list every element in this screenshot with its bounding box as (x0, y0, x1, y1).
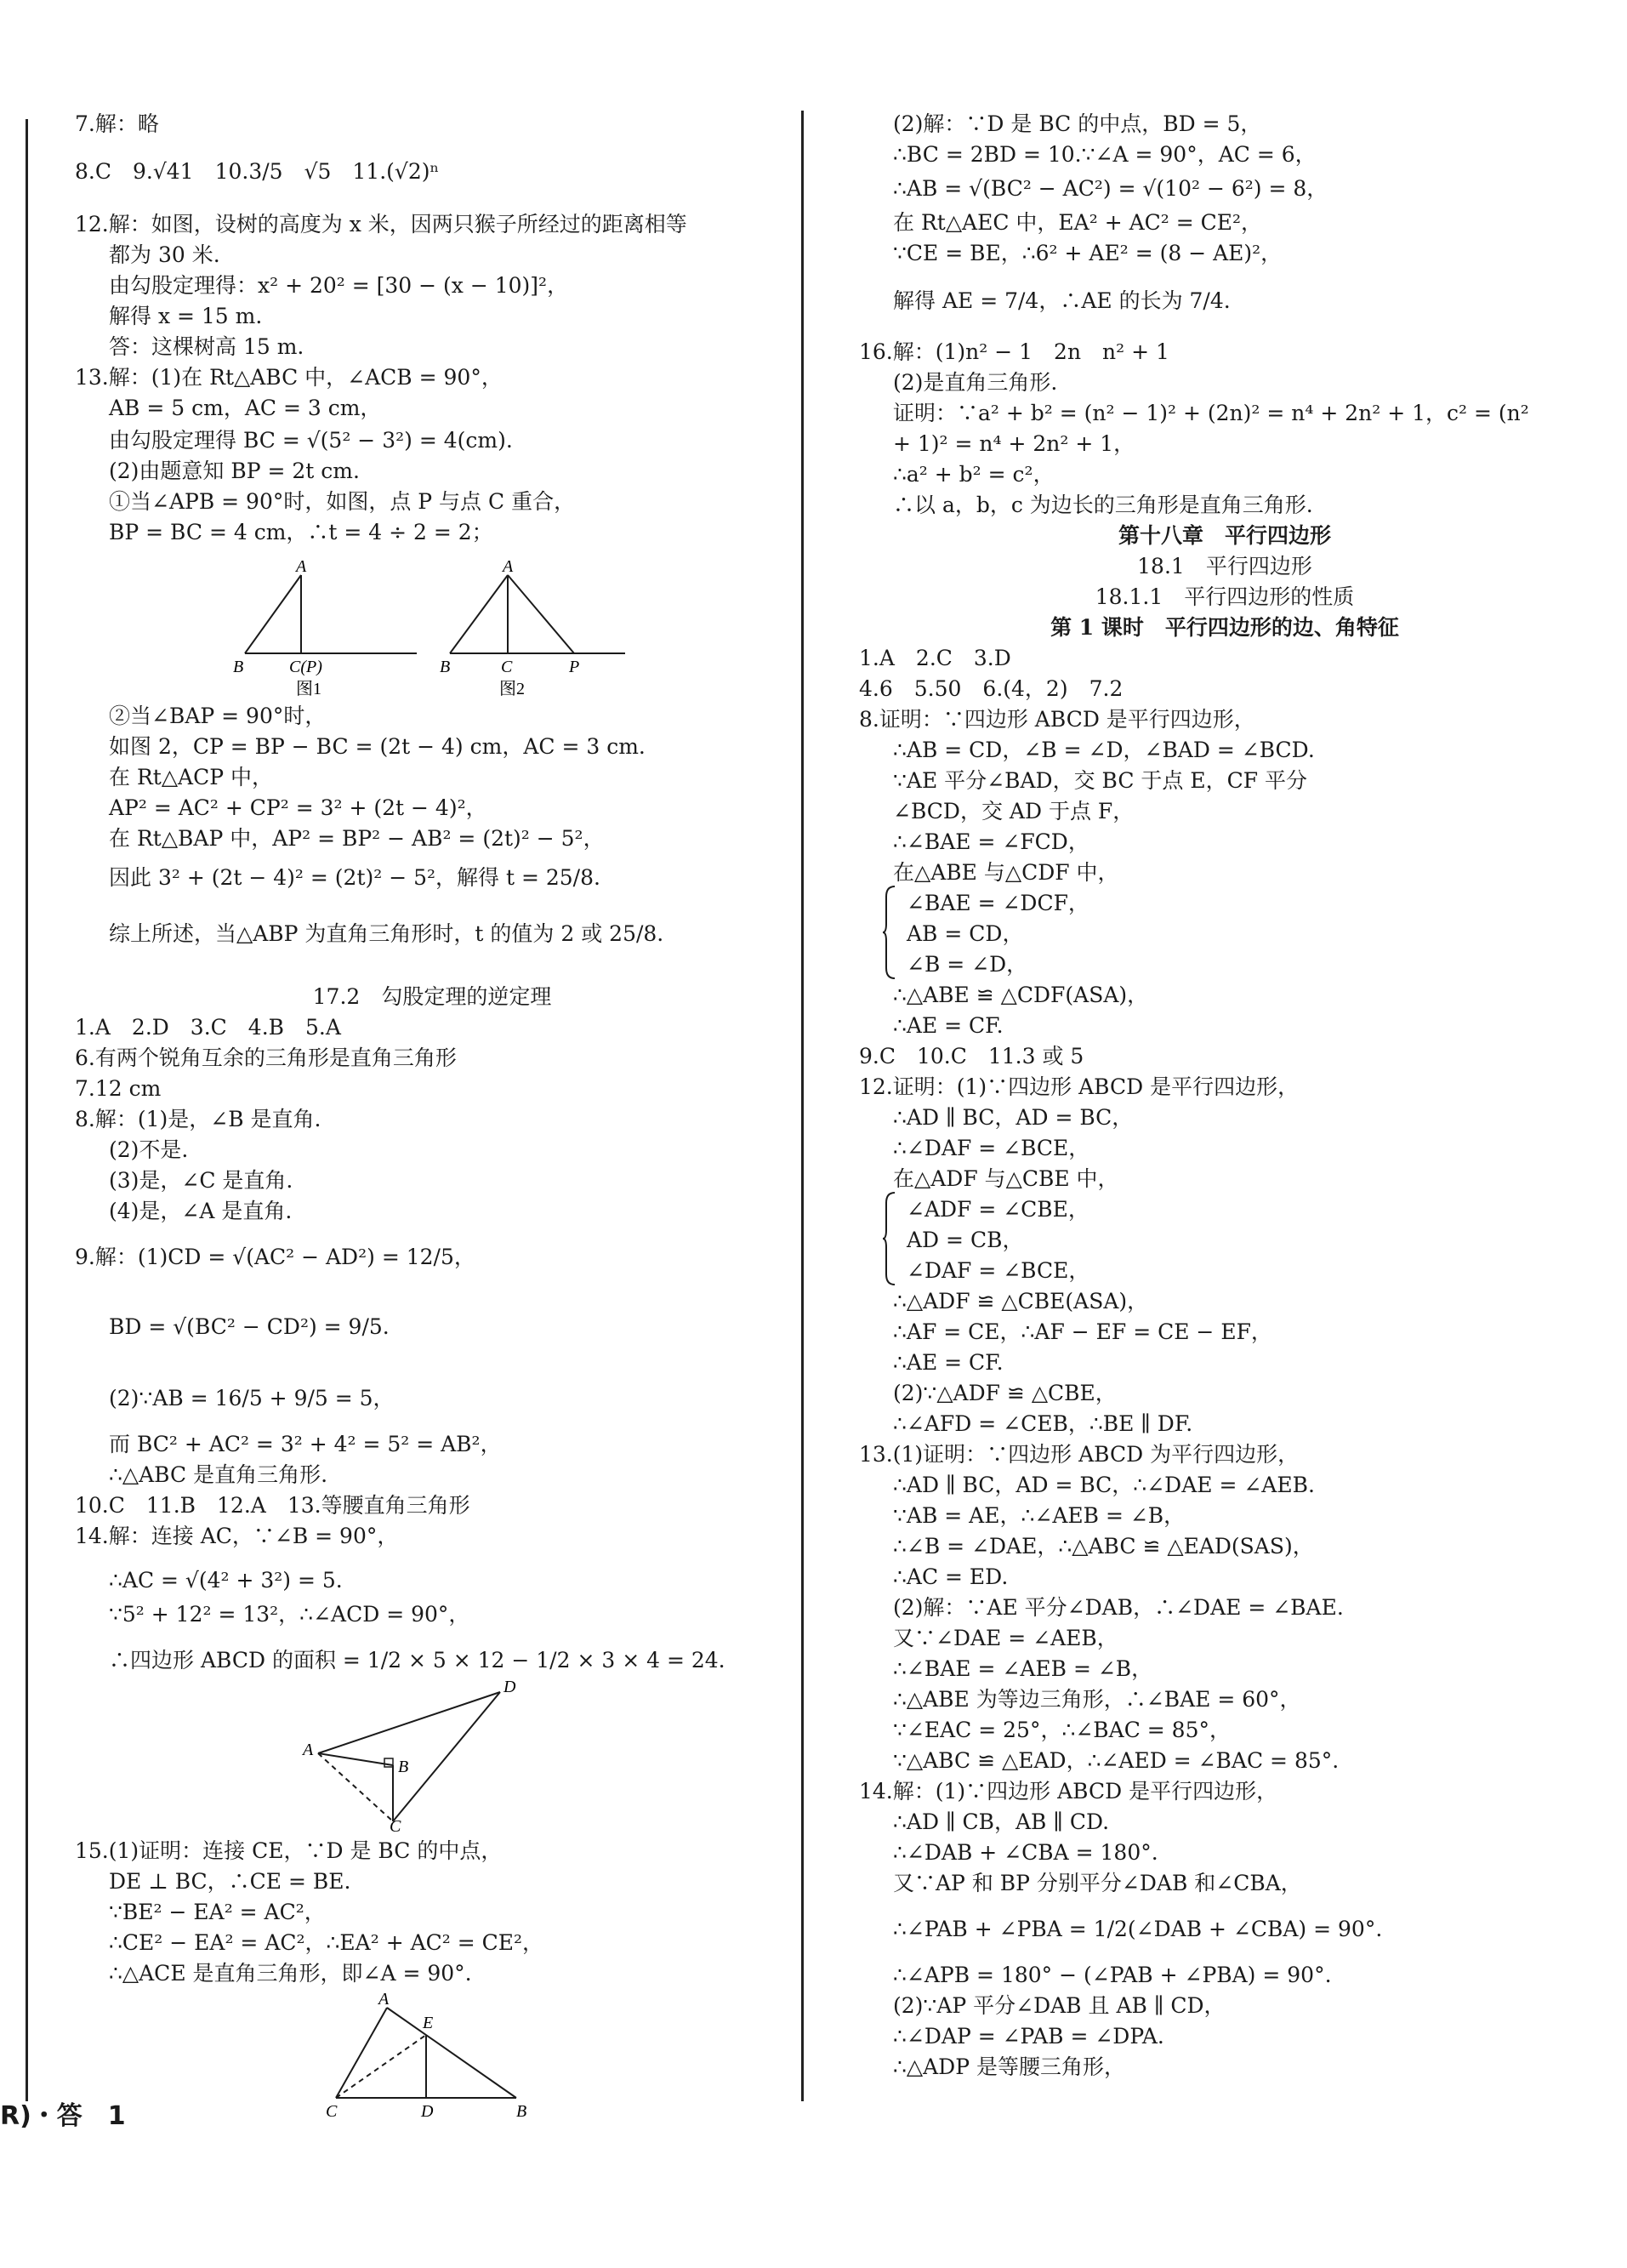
text-line: 综上所述，当△ABP 为直角三角形时，t 的值为 2 或 25/8. (109, 921, 664, 946)
text-line: AB = 5 cm，AC = 3 cm， (109, 396, 382, 420)
text-line: 在 Rt△AEC 中，EA² + AC² = CE²， (893, 210, 1263, 235)
text-line: 都为 30 米. (109, 242, 220, 267)
text-line: (2)∵AB = 16/5 + 9/5 = 5， (109, 1386, 395, 1410)
text-line: ∴AE = CF. (893, 1350, 1004, 1375)
text-line: ②当∠BAP = 90°时， (109, 704, 327, 728)
text-line: 18.1 平行四边形 (1137, 554, 1312, 578)
text-line: 8.证明：∵四边形 ABCD 是平行四边形， (859, 707, 1255, 732)
text-line: 9.C 10.C 11.3 或 5 (859, 1044, 1084, 1068)
text-line: ∴∠DAP = ∠PAB = ∠DPA. (893, 2024, 1164, 2049)
text-line: 8.C 9.√41 10.3/5 √5 11.(√2)ⁿ (75, 159, 440, 184)
fig2-label-b: B (440, 658, 451, 676)
text-line: ∴AC = ED. (893, 1564, 1009, 1589)
text-line: 由勾股定理得 BC = √(5² − 3²) = 4(cm). (109, 428, 513, 453)
text-line: 在 Rt△ACP 中， (109, 765, 273, 789)
text-line: (2)∵△ADF ≌ △CBE， (893, 1381, 1117, 1405)
text-line: ∠B = ∠D， (907, 952, 1028, 977)
text-line: 1.A 2.D 3.C 4.B 5.A (75, 1015, 341, 1040)
text-line: 17.2 勾股定理的逆定理 (312, 984, 552, 1009)
fig15-label-d: D (421, 2102, 434, 2120)
text-line: ∴△ABE ≌ △CDF(ASA)， (893, 983, 1149, 1007)
text-line: 12.证明：(1)∵四边形 ABCD 是平行四边形， (859, 1074, 1300, 1099)
text-line: ∴以 a，b，c 为边长的三角形是直角三角形. (893, 493, 1313, 517)
text-line: ∵∠EAC = 25°，∴∠BAC = 85°， (893, 1718, 1231, 1742)
fig15-label-a: A (378, 1991, 390, 2009)
text-line: 16.解：(1)n² − 1 2n n² + 1 (859, 339, 1169, 364)
fig1-label-b: B (233, 658, 244, 676)
text-line: ∴△ABE 为等边三角形，∴∠BAE = 60°， (893, 1687, 1301, 1712)
text-line: DE ⊥ BC，∴CE = BE. (109, 1869, 351, 1894)
text-line: ∵5² + 12² = 13²，∴∠ACD = 90°， (109, 1602, 470, 1627)
text-line: ∴∠DAB + ∠CBA = 180°. (893, 1840, 1158, 1865)
fig1-label-c: C(P) (289, 658, 322, 676)
text-line: ∵AB = AE，∴∠AEB = ∠B， (893, 1503, 1186, 1528)
system-brace-8 (883, 885, 896, 985)
fig15-label-e: E (423, 2014, 434, 2032)
text-line: ∴CE² − EA² = AC²，∴EA² + AC² = CE²， (109, 1930, 544, 1955)
text-line: ∴∠APB = 180° − (∠PAB + ∠PBA) = 90°. (893, 1963, 1332, 1987)
text-line: 13.(1)证明：∵四边形 ABCD 为平行四边形， (859, 1442, 1300, 1467)
text-line: ∴AB = √(BC² − AC²) = √(10² − 6²) = 8， (893, 176, 1328, 201)
text-line: 7.12 cm (75, 1076, 162, 1101)
text-line: (2)由题意知 BP = 2t cm. (109, 459, 360, 483)
text-line: ∠ADF = ∠CBE， (907, 1197, 1089, 1222)
text-line: (3)是，∠C 是直角. (109, 1168, 293, 1193)
figure-1 (230, 560, 434, 704)
text-line: 7.解：略 (75, 111, 159, 136)
text-line: (4)是，∠A 是直角. (109, 1199, 293, 1223)
text-line: ∴∠AFD = ∠CEB，∴BE ∥ DF. (893, 1411, 1193, 1436)
text-line: AB = CD， (907, 921, 1024, 946)
text-line: 在 Rt△BAP 中，AP² = BP² − AB² = (2t)² − 5²， (109, 826, 605, 851)
text-line: ∴AD ∥ CB，AB ∥ CD. (893, 1809, 1110, 1834)
text-line: ∵△ABC ≌ △EAD，∴∠AED = ∠BAC = 85°. (893, 1748, 1340, 1773)
text-line: ∴△ADP 是等腰三角形， (893, 2054, 1125, 2079)
figure-15 (319, 1991, 540, 2120)
text-line: 由勾股定理得：x² + 20² = [30 − (x − 10)]²， (109, 273, 569, 298)
text-line: 第十八章 平行四边形 (1118, 523, 1331, 548)
text-line: ∴∠B = ∠DAE，∴△ABC ≌ △EAD(SAS)， (893, 1534, 1314, 1559)
text-line: 13.解：(1)在 Rt△ABC 中，∠ACB = 90°， (75, 365, 503, 390)
fig2-caption: 图2 (499, 680, 525, 698)
text-line: ∴∠BAE = ∠FCD， (893, 829, 1089, 854)
fig2-label-c: C (501, 658, 513, 676)
text-line: ∴AD ∥ BC，AD = BC， (893, 1105, 1134, 1130)
text-line: ∴∠BAE = ∠AEB = ∠B， (893, 1656, 1153, 1681)
text-line: BP = BC = 4 cm，∴t = 4 ÷ 2 = 2； (109, 520, 493, 544)
text-line: 4.6 5.50 6.(4，2) 7.2 (859, 676, 1124, 701)
fig2-label-p: P (569, 658, 580, 676)
text-line: 1.A 2.C 3.D (859, 646, 1011, 670)
fig2-label-a: A (503, 560, 514, 576)
text-line: ∴△ACE 是直角三角形，即∠A = 90°. (109, 1961, 472, 1986)
text-line: ∴AB = CD，∠B = ∠D，∠BAD = ∠BCD. (893, 738, 1315, 762)
text-line: 在△ABE 与△CDF 中， (893, 860, 1119, 885)
fig14-label-c: C (390, 1817, 401, 1833)
text-line: ∵BE² − EA² = AC²， (109, 1900, 326, 1924)
text-line: 解得 AE = 7/4，∴AE 的长为 7/4. (893, 288, 1231, 313)
text-line: AP² = AC² + CP² = 3² + (2t − 4)²， (109, 795, 487, 820)
text-line: 15.(1)证明：连接 CE，∵D 是 BC 的中点， (75, 1838, 503, 1863)
figure-14 (298, 1680, 536, 1833)
fig15-label-b: B (516, 2102, 527, 2120)
text-line: (2)∵AP 平分∠DAB 且 AB ∥ CD， (893, 1993, 1226, 2018)
text-line: (2)解：∵D 是 BC 的中点，BD = 5， (893, 111, 1262, 136)
fig1-caption: 图1 (296, 680, 321, 698)
fig1-label-a: A (296, 560, 307, 576)
text-line: ∴四边形 ABCD 的面积 = 1/2 × 5 × 12 − 1/2 × 3 × 4 = 24. (109, 1648, 725, 1673)
text-line: 如图 2，CP = BP − BC = (2t − 4) cm，AC = 3 cm. (109, 734, 646, 759)
text-line: ∴∠DAF = ∠BCE， (893, 1136, 1090, 1160)
text-line: 6.有两个锐角互余的三角形是直角三角形 (75, 1046, 457, 1070)
text-line: (2)是直角三角形. (893, 370, 1058, 395)
text-line: ∴BC = 2BD = 10.∵∠A = 90°，AC = 6， (893, 142, 1317, 167)
text-line: 在△ADF 与△CBE 中， (893, 1166, 1119, 1191)
text-line: ∠BAE = ∠DCF， (907, 891, 1089, 915)
left-margin-rule (26, 119, 28, 2101)
text-line: ∴a² + b² = c²， (893, 462, 1055, 487)
fig14-label-b: B (398, 1758, 409, 1776)
text-line: 第 1 课时 平行四边形的边、角特征 (1050, 615, 1399, 640)
text-line: ∴AD ∥ BC，AD = BC，∴∠DAE = ∠AEB. (893, 1473, 1315, 1497)
text-line: 又∵AP 和 BP 分别平分∠DAB 和∠CBA， (893, 1871, 1302, 1895)
text-line: 又∵∠DAE = ∠AEB， (893, 1626, 1118, 1650)
text-line: 解得 x = 15 m. (109, 304, 263, 328)
text-line: 答：这棵树高 15 m. (109, 334, 304, 359)
text-line: 9.解：(1)CD = √(AC² − AD²) = 12/5， (75, 1245, 475, 1269)
text-line: 14.解：(1)∵四边形 ABCD 是平行四边形， (859, 1779, 1278, 1804)
fig15-label-c: C (326, 2102, 338, 2120)
text-line: ∠BCD，交 AD 于点 F， (893, 799, 1135, 823)
text-line: 因此 3² + (2t − 4)² = (2t)² − 5²，解得 t = 25/8. (109, 865, 600, 890)
figure-2 (438, 560, 634, 704)
column-divider (801, 111, 804, 2101)
text-line: ∵CE = BE，∴6² + AE² = (8 − AE)²， (893, 241, 1283, 265)
fig14-label-d: D (503, 1680, 516, 1696)
text-line: (2)不是. (109, 1137, 189, 1162)
text-line: 12.解：如图，设树的高度为 x 米，因两只猴子所经过的距离相等 (75, 212, 687, 236)
text-line: AD = CB， (907, 1228, 1024, 1252)
text-line: ∴AF = CE，∴AF − EF = CE − EF， (893, 1319, 1272, 1344)
text-line: ∴△ABC 是直角三角形. (109, 1462, 328, 1487)
text-line: 而 BC² + AC² = 3² + 4² = 5² = AB²， (109, 1432, 502, 1456)
text-line: ∠DAF = ∠BCE， (907, 1258, 1090, 1283)
page-footer: R)・答 1 (0, 2101, 126, 2131)
text-line: ∴∠PAB + ∠PBA = 1/2(∠DAB + ∠CBA) = 90°. (893, 1917, 1383, 1941)
text-line: ①当∠APB = 90°时，如图，点 P 与点 C 重合， (109, 489, 576, 514)
text-line: 证明：∵a² + b² = (n² − 1)² + (2n)² = n⁴ + 2n² + 1，c² = (n² (893, 401, 1529, 425)
text-line: ∴△ADF ≌ △CBE(ASA)， (893, 1289, 1149, 1314)
text-line: ∴AE = CF. (893, 1013, 1004, 1038)
text-line: BD = √(BC² − CD²) = 9/5. (109, 1314, 390, 1339)
text-line: 10.C 11.B 12.A 13.等腰直角三角形 (75, 1493, 470, 1518)
text-line: 18.1.1 平行四边形的性质 (1095, 584, 1355, 609)
text-line: 8.解：(1)是，∠B 是直角. (75, 1107, 321, 1131)
system-brace-12 (883, 1191, 896, 1291)
fig14-label-a: A (303, 1741, 314, 1759)
text-line: ∵AE 平分∠BAD，交 BC 于点 E，CF 平分 (893, 768, 1308, 793)
text-line: 14.解：连接 AC，∵∠B = 90°， (75, 1524, 399, 1548)
text-line: ∴AC = √(4² + 3²) = 5. (109, 1568, 343, 1593)
text-line: + 1)² = n⁴ + 2n² + 1， (893, 431, 1135, 456)
text-line: (2)解：∵AE 平分∠DAB，∴∠DAE = ∠BAE. (893, 1595, 1344, 1620)
